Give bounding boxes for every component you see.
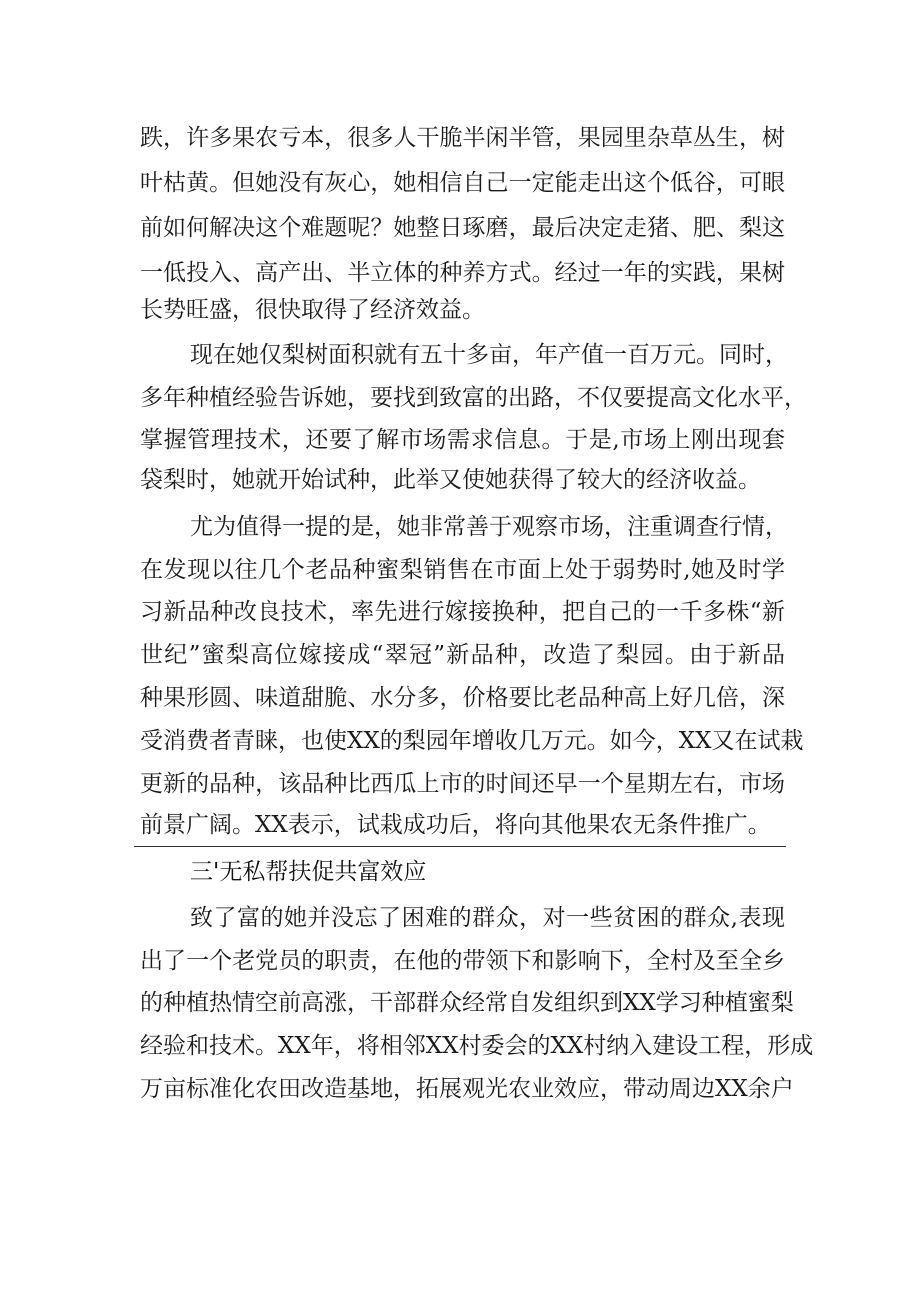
paragraph-3-line-6: 受消费者青睐，也使XX的梨园年增收几万元。如今，XX又在试栽 [140, 728, 804, 754]
paragraph-1-line-1: 跌，许多果农亏本，很多人干脆半闲半管，果园里杂草丛生，树 [140, 125, 785, 151]
paragraph-1-line-5: 长势旺盛，很快取得了经济效益。 [140, 297, 485, 323]
section-heading: 三'无私帮扶促共富效应 [190, 859, 427, 885]
paragraph-3-line-3: 习新品种改良技术，率先进行嫁接换种，把自己的一千多株“新 [140, 599, 785, 625]
section-divider [134, 846, 786, 847]
paragraph-3-line-2: 在发现以往几个老品种蜜梨销售在市面上处于弱势时,她及时学 [140, 557, 785, 583]
paragraph-3-line-4: 世纪”蜜梨高位嫁接成“翠冠”新品种，改造了梨园。由于新品 [140, 642, 785, 668]
paragraph-4-line-2: 出了一个老党员的职责，在他的带领下和影响下，全村及至全乡 [140, 948, 785, 974]
paragraph-4-line-1: 致了富的她并没忘了困难的群众，对一些贫困的群众,表现 [190, 905, 785, 931]
paragraph-1-line-4: 一低投入、高产出、半立体的种养方式。经过一年的实践，果树 [140, 260, 785, 286]
paragraph-4-line-4: 经验和技术。XX年，将相邻XX村委会的XX村纳入建设工程，形成 [140, 1033, 814, 1059]
paragraph-2-line-1: 现在她仅梨树面积就有五十多亩，年产值一百万元。同时， [190, 342, 788, 368]
paragraph-2-line-2: 多年种植经验告诉她，要找到致富的出路，不仅要提高文化水平， [140, 385, 807, 411]
paragraph-2-line-4: 袋梨时，她就开始试种，此举又使她获得了较大的经济收益。 [140, 467, 761, 493]
paragraph-3-line-8: 前景广阔。XX表示，试栽成功后，将向其他果农无条件推广。 [140, 812, 771, 838]
paragraph-4-line-5: 万亩标准化农田改造基地，拓展观光农业效应，带动周边XX余户 [140, 1076, 794, 1102]
paragraph-1-line-3: 前如何解决这个难题呢？她整日琢磨，最后决定走猪、肥、梨这 [140, 215, 785, 241]
paragraph-3-line-1: 尤为值得一提的是，她非常善于观察市场，注重调查行情， [190, 514, 788, 540]
paragraph-2-line-3: 掌握管理技术，还要了解市场需求信息。于是,市场上刚出现套 [140, 427, 785, 453]
paragraph-3-line-5: 种果形圆、味道甜脆、水分多，价格要比老品种高上好几倍，深 [140, 685, 785, 711]
paragraph-4-line-3: 的种植热情空前高涨，干部群众经常自发组织到XX学习种植蜜梨 [140, 990, 794, 1016]
paragraph-1-line-2: 叶枯黄。但她没有灰心，她相信自己一定能走出这个低谷，可眼 [140, 170, 785, 196]
paragraph-3-line-7: 更新的品种，该品种比西瓜上市的时间还早一个星期左右，市场 [140, 771, 785, 797]
